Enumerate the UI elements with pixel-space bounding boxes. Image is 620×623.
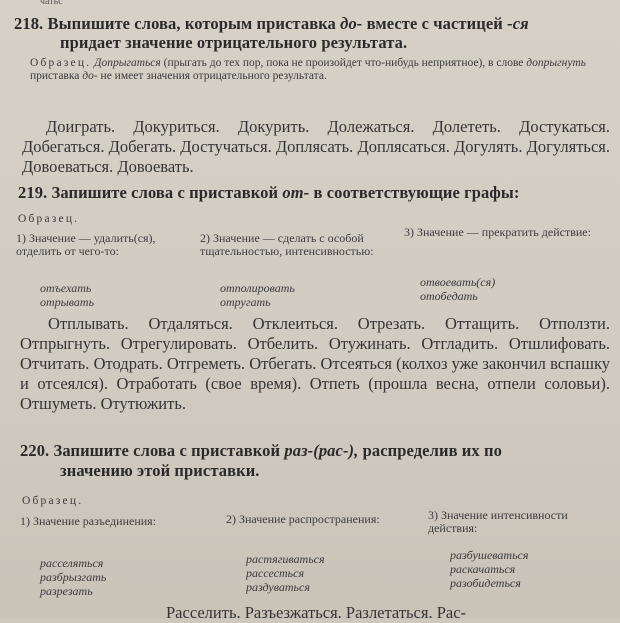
ex220-column-2-example-2: рассесться [246,566,305,580]
ex219-title: 219. Запишите слова с приставкой от- в соответствующие графы: [18,183,520,202]
ex219-number: 219. [18,183,48,202]
ex219-column-2-head: 2) Значение — сделать с особой тщательностью, интенсивностью: [200,231,374,258]
ex218-title-line2: придает значение отрицательного результата. [60,33,408,52]
ex219-sample-label: Образец. [18,213,80,225]
ex220-column-2-example-3: раздуваться [246,580,310,594]
ex219-column-2-example-1: отполировать [220,281,295,295]
ex220-sample-label: Образец. [22,495,84,507]
ex220-title-line2: значению этой приставки. [60,461,260,480]
ex218-number: 218. [14,14,44,33]
ex219-column-3-example-1: отвоевать(ся) [420,275,496,289]
ex218-word-list: Доиграть. Докуриться. Докурить. Долежаться. Долететь. Достукаться. Добегаться. Добегать. Достучаться. Доплясать. Доплясаться. Догулять. Догуляться. Довоеваться. Довоевать. [22,117,610,176]
ex220-column-1-head: 1) Значение разъединения: [20,514,157,528]
ex218-title-line1: 218. Выпишите слова, которым приставка до- вместе с частицей -ся [14,14,529,33]
ex219-column-1-example-2: отрывать [40,295,95,309]
ex220-column-2-example-1: растягиваться [246,552,325,566]
ex219-column-2-example-2: отругать [220,295,271,309]
ex220-column-3-head: 3) Значение интенсивности действия: [428,508,568,535]
ex219-column-3-head: 3) Значение — прекратить действие: [404,225,591,239]
ex220-title-line1: 220. Запишите слова с приставкой раз-(рас-), распределив их по [20,441,502,460]
ex220-column-3-example-2: раскачаться [450,562,516,576]
ex220-column-1-example-2: разбрызгать [40,570,107,584]
ex220-column-2-head: 2) Значение распространения: [226,512,380,526]
ex220-column-1-example-3: разрезать [40,584,93,598]
ex218-sample: Образец. Допрыгаться (прыгать до тех пор, пока не произойдет что-нибудь неприятное), в слове допрыгнуть приставка до- не имеет значения отрицательного результата. [30,57,586,82]
ex219-column-1-example-1: отъехать [40,281,92,295]
ex220-column-1-example-1: расселяться [40,556,104,570]
ex220-column-3-example-1: разбушеваться [450,548,529,562]
ex220-word-list-cut: Расселить. Разъезжаться. Разлетаться. Рас- [166,603,467,622]
ex220-number: 220. [20,441,50,460]
ex220-column-3-example-3: разобидеться [450,576,521,590]
ex219-column-3-example-2: отобедать [420,289,478,303]
ex219-column-1-head: 1) Значение — удалить(ся), отделить от чего-то: [16,231,156,258]
cut-top-fragment: чатьс [40,0,63,7]
ex219-word-list: Отплывать. Отдаляться. Отклеиться. Отрезать. Оттащить. Отползти. Отпрыгнуть. Отрегулировать. Отбелить. Отужинать. Отгладить. Отшлифовать. Отчитать. Отодрать. Отгреметь. Отбегать. Отсеяться (колхоз уже закончил вспашку и отсеялся). Отработать (свое время). Отпеть (прошла весна, отпели соловьи). Отшуметь. Отутюжить. [20,314,610,413]
